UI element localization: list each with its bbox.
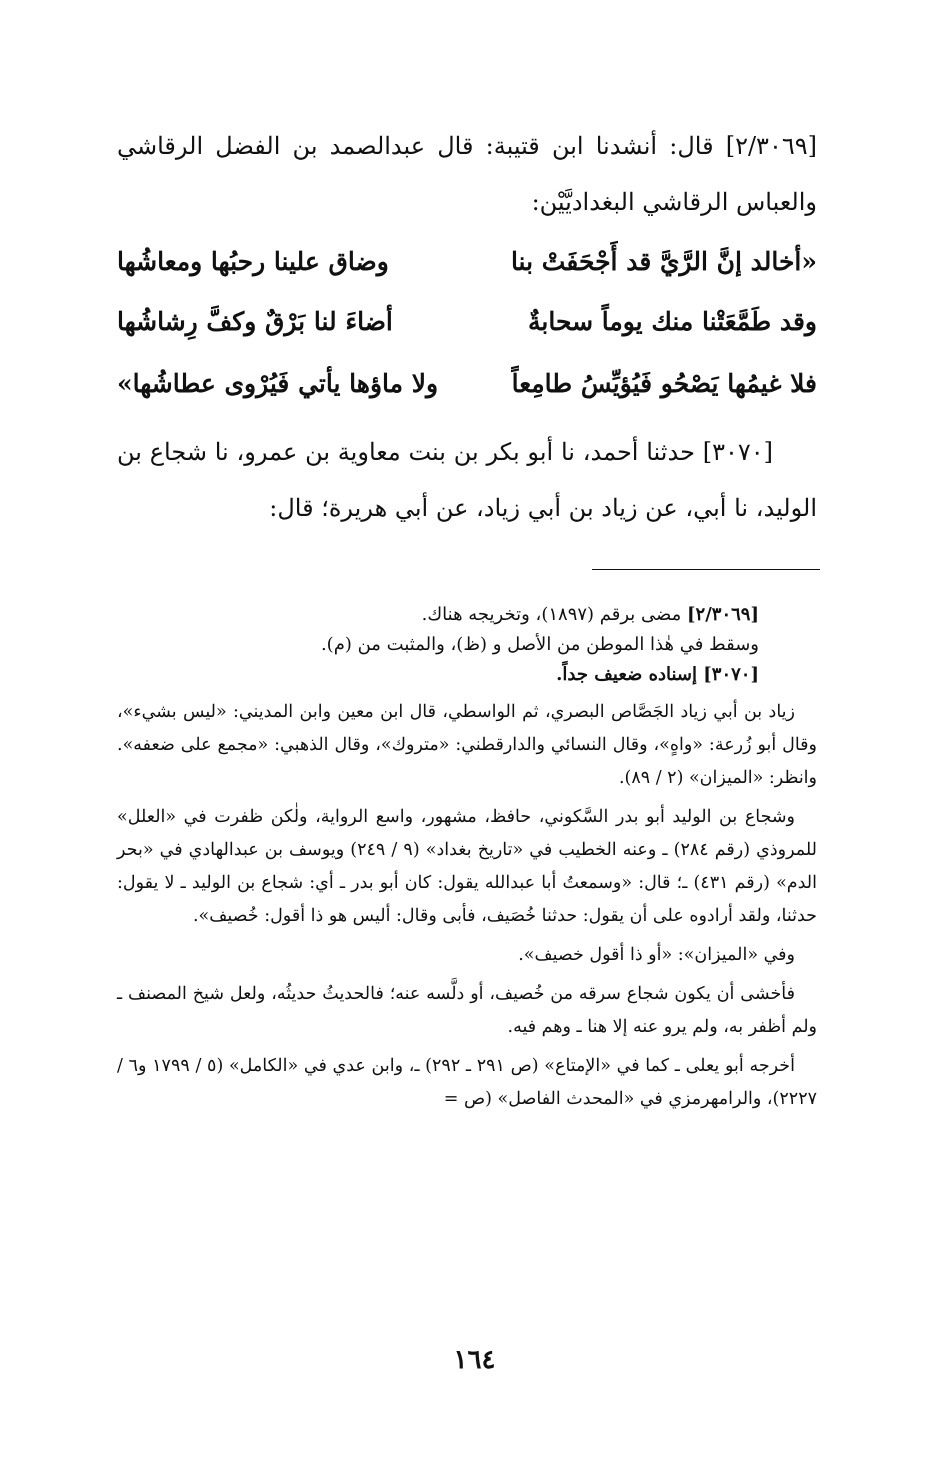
footnote-3069: [117, 600, 817, 630]
main-text-continued: [117, 424, 817, 536]
verse-second-hemistich: وضاق علينا رحبُها ومعاشُها: [117, 246, 389, 276]
verse-first-hemistich: وقد طَمَّعَتْنا منك يوماً سحابةٌ: [527, 306, 817, 336]
verse-line: [117, 358, 817, 408]
footnote-paragraph: أخرجه أبو يعلى ـ كما في «الإمتاع» (ص ٢٩١ ـ ٢٩٢) ـ، وابن عدي في «الكامل» (٥ / ١٧٩٩ و٦ / ٢٢٢٧)، والرامهرمزي في «المحدث الفاصل» (ص =: [117, 1056, 817, 1109]
paragraph-text: حدثنا أحمد، نا أبو بكر بن بنت معاوية بن عمرو، نا شجاع بن الوليد، نا أبي، عن زياد بن أبي زياد، عن أبي هريرة؛ قال:: [117, 438, 817, 522]
footnote-paragraph: وشجاع بن الوليد أبو بدر السَّكوني، حافظ، مشهور، واسع الرواية، ولٰكن ظفرت في «العلل» للمروذي (رقم ٢٨٤) ـ وعنه الخطيب في «تاريخ بغداد» (٩ / ٢٤٩) ويوسف بن عبدالهادي في «بحر الدم» (رقم ٤٣١) ـ؛ قال: «وسمعتُ أبا عبدالله يقول: كان أبو بدر ـ أي: شجاع بن الوليد ـ لا يقول: حدثنا، ولقد أرادوه على أن يقول: حدثنا خُصَيف، فأبى وقال: أليس هو ذا أقول: خُصيف».: [117, 807, 817, 926]
footnote-3070-body: [117, 696, 817, 1116]
footnote-3070-head: [117, 660, 817, 690]
verse-first-hemistich: فلا غيمُها يَصْحُو فَيُؤيِّسُ طامِعاً: [511, 368, 817, 398]
verse-second-hemistich: ولا ماؤها يأتي فَيُرْوى عطاشُها»: [117, 368, 439, 398]
verse-line: [117, 236, 817, 286]
footnote-paragraph: فأخشى أن يكون شجاع سرقه من خُصيف، أو دلَّسه عنه؛ فالحديثُ حديثُه، ولعل شيخ المصنف ـ ولم أظفر به، ولم يرو عنه إلا هنا ـ وهم فيه.: [117, 984, 817, 1037]
paragraph-text: قال: أنشدنا ابن قتيبة: قال عبدالصمد بن الفضل الرقاشي والعباس الرقاشي البغداديَّيْن:: [117, 132, 817, 216]
footnote-paragraph: زياد بن أبي زياد الجَصَّاص البصري، ثم الواسطي، قال ابن معين وابن المديني: «ليس بشيء»، وقال أبو زُرعة: «واهٍ»، وقال النسائي والدارقطني: «متروك»، وقال الذهبي: «مجمع على ضعفه». وانظر: «الميزان» (٢ / ٨٩).: [117, 702, 817, 788]
footnote-number: [٢/٣٠٦٩]: [687, 604, 759, 625]
page-number: ١٦٤: [453, 1345, 496, 1375]
verse-line: [117, 296, 817, 346]
verse-first-hemistich: «أخالد إنَّ الرَّيَّ قد أَجْحَفَتْ بنا: [510, 246, 817, 276]
footnote-3069-line2: وسقط في هٰذا الموطن من الأصل و (ظ)، والمثبت من (م).: [320, 634, 759, 655]
footnote-paragraph: وفي «الميزان»: «أو ذا أقول خصيف».: [518, 945, 795, 965]
footnote-text: مضى برقم (١٨٩٧)، وتخريجه هناك.: [421, 604, 688, 625]
main-text: [117, 118, 817, 230]
verse-second-hemistich: أضاءَ لنا بَرْقٌ وكفَّ رِشاشُها: [117, 306, 393, 336]
paragraph-3070: [117, 424, 817, 536]
entry-number: [٢/٣٠٦٩]: [725, 132, 817, 160]
paragraph-3069: [117, 118, 817, 230]
footnote-separator: [592, 569, 820, 570]
footnotes: [117, 600, 817, 1116]
entry-number: [٣٠٧٠]: [702, 438, 773, 466]
footnote-number: [٣٠٧٠] إسناده ضعيف جداً.: [556, 664, 759, 685]
